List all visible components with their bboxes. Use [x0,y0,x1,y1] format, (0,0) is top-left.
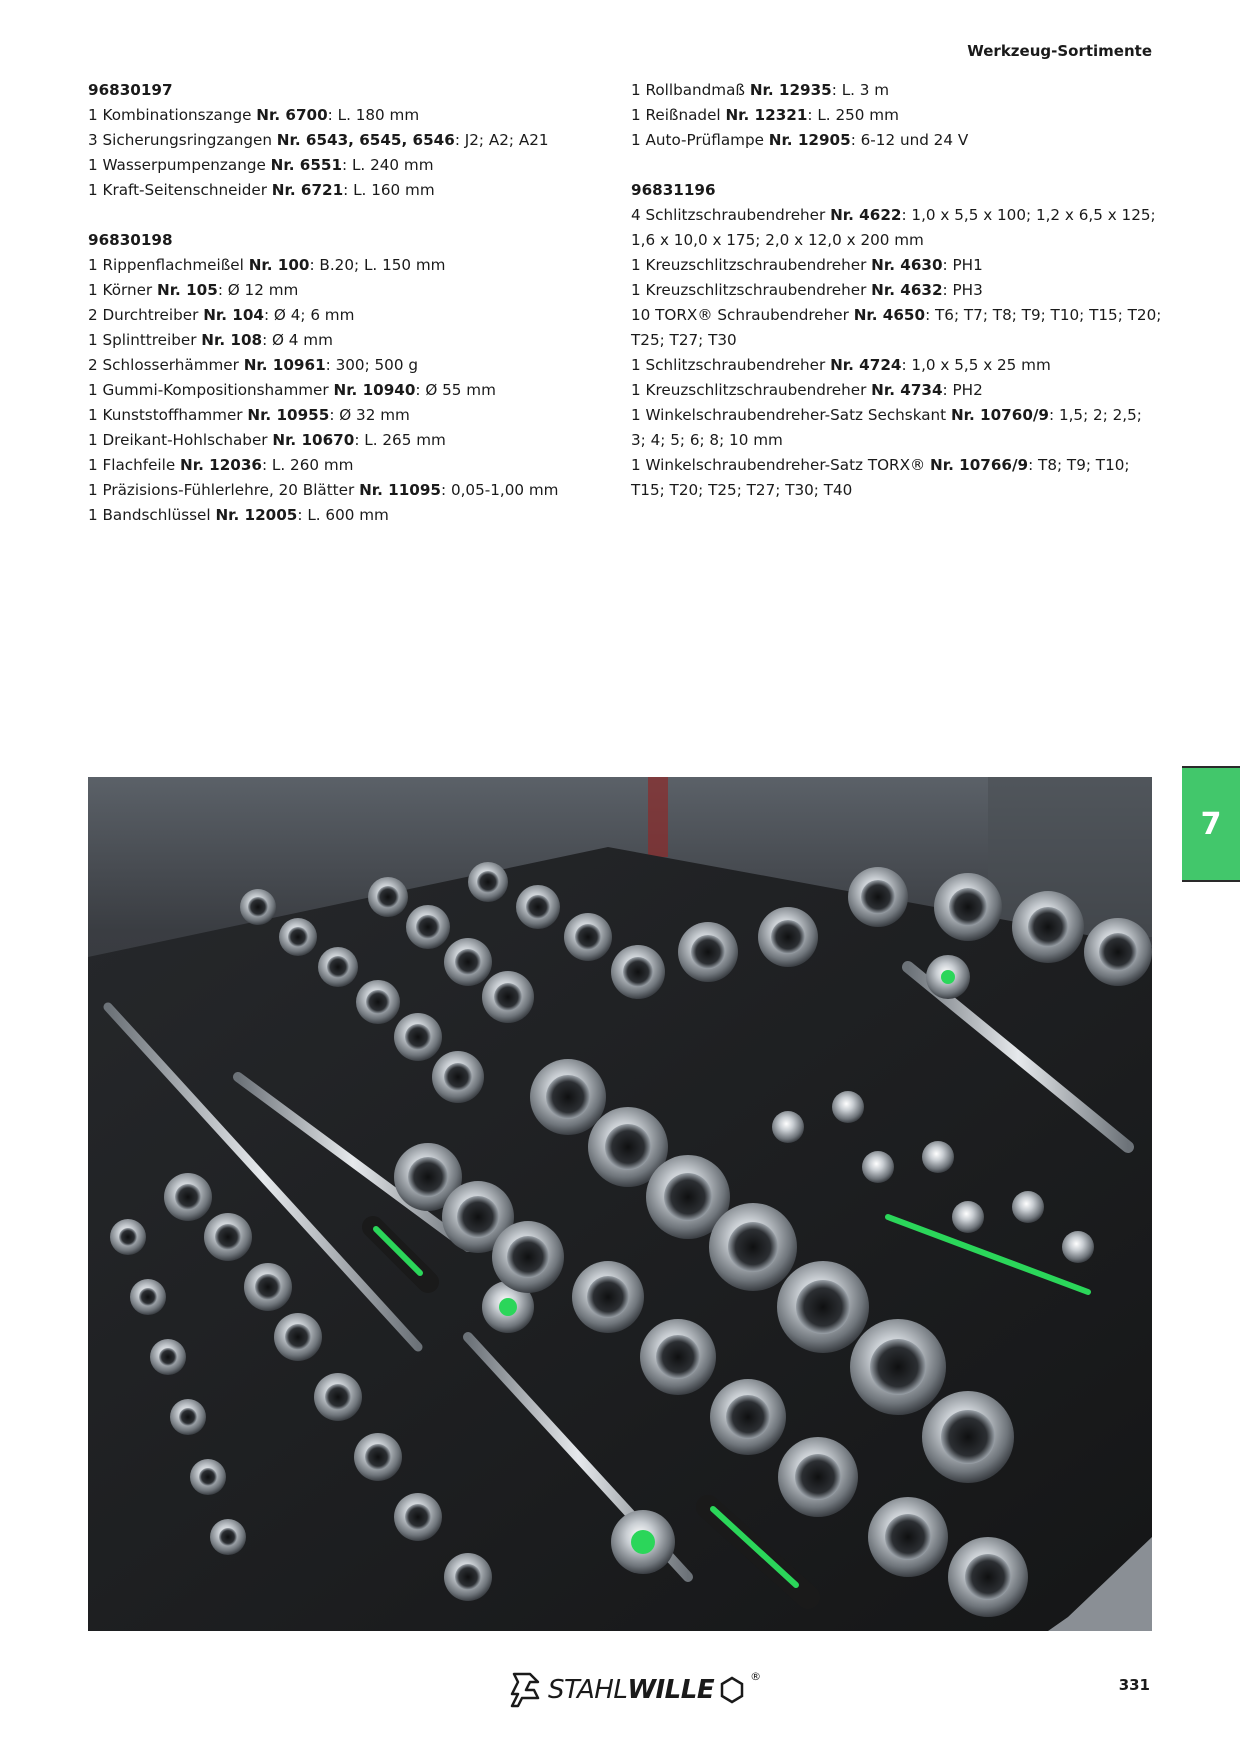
page-number: 331 [1118,1676,1150,1694]
list-item: 1 Gummi-Kompositionshammer Nr. 10940: Ø 55 mm [88,381,496,399]
brand-logo [508,1668,761,1712]
section-title-96831196: 96831196 [631,181,716,199]
list-item: 1 Winkelschraubendreher-Satz Sechskant Nr. 10760/9: 1,5; 2; 2,5; [631,406,1142,424]
list-item: 1 Splinttreiber Nr. 108: Ø 4 mm [88,331,333,349]
right-column [631,78,1162,503]
product-photo [88,777,1152,1631]
list-item: 1 Auto-Prüflampe Nr. 12905: 6-12 und 24 V [631,131,969,149]
list-item: 1 Kreuzschlitzschraubendreher Nr. 4630: PH1 [631,256,983,274]
list-item: 1 Rippenflachmeißel Nr. 100: B.20; L. 150 mm [88,256,446,274]
list-item: 2 Schlosserhämmer Nr. 10961: 300; 500 g [88,356,418,374]
socket-set-tray-icon [88,777,1152,1631]
logo-text-stahl: STAHL [548,1675,628,1705]
list-item: 1 Kombinationszange Nr. 6700: L. 180 mm [88,106,420,124]
list-item: 1 Schlitzschraubendreher Nr. 4724: 1,0 x 5,5 x 25 mm [631,356,1051,374]
section-title-96830198: 96830198 [88,231,173,249]
list-item: 3 Sicherungsringzangen Nr. 6543, 6545, 6546: J2; A2; A21 [88,131,549,149]
list-item-continuation: T25; T27; T30 [631,331,737,349]
list-item: 1 Kreuzschlitzschraubendreher Nr. 4734: PH2 [631,381,983,399]
list-item: 1 Körner Nr. 105: Ø 12 mm [88,281,299,299]
list-item: 2 Durchtreiber Nr. 104: Ø 4; 6 mm [88,306,355,324]
list-item: 1 Wasserpumpenzange Nr. 6551: L. 240 mm [88,156,434,174]
list-item-continuation: T15; T20; T25; T27; T30; T40 [631,481,853,499]
list-item: 1 Bandschlüssel Nr. 12005: L. 600 mm [88,506,389,524]
wrench-logo-icon [508,1670,544,1710]
section-title-96830197: 96830197 [88,81,173,99]
list-item-continuation: 1,6 x 10,0 x 175; 2,0 x 12,0 x 200 mm [631,231,924,249]
hex-nut-logo-icon [718,1676,746,1704]
list-item: 1 Präzisions-Fühlerlehre, 20 Blätter Nr. 11095: 0,05-1,00 mm [88,481,559,499]
left-column [88,78,608,528]
logo-text-wille: WILLE [627,1675,715,1705]
list-item: 1 Kraft-Seitenschneider Nr. 6721: L. 160 mm [88,181,435,199]
chapter-tab: 7 [1182,766,1240,882]
list-item: 1 Reißnadel Nr. 12321: L. 250 mm [631,106,899,124]
registered-mark: ® [750,1669,762,1683]
list-item: 4 Schlitzschraubendreher Nr. 4622: 1,0 x 5,5 x 100; 1,2 x 6,5 x 125; [631,206,1156,224]
page-header-title: Werkzeug-Sortimente [967,42,1152,60]
list-item: 1 Kunststoffhammer Nr. 10955: Ø 32 mm [88,406,410,424]
list-item: 1 Flachfeile Nr. 12036: L. 260 mm [88,456,354,474]
list-item: 1 Kreuzschlitzschraubendreher Nr. 4632: PH3 [631,281,983,299]
list-item-continuation: 3; 4; 5; 6; 8; 10 mm [631,431,783,449]
list-item: 1 Dreikant-Hohlschaber Nr. 10670: L. 265 mm [88,431,446,449]
list-item: 1 Rollbandmaß Nr. 12935: L. 3 m [631,81,890,99]
list-item: 10 TORX® Schraubendreher Nr. 4650: T6; T7; T8; T9; T10; T15; T20; [631,306,1162,324]
list-item: 1 Winkelschraubendreher-Satz TORX® Nr. 10766/9: T8; T9; T10; [631,456,1130,474]
